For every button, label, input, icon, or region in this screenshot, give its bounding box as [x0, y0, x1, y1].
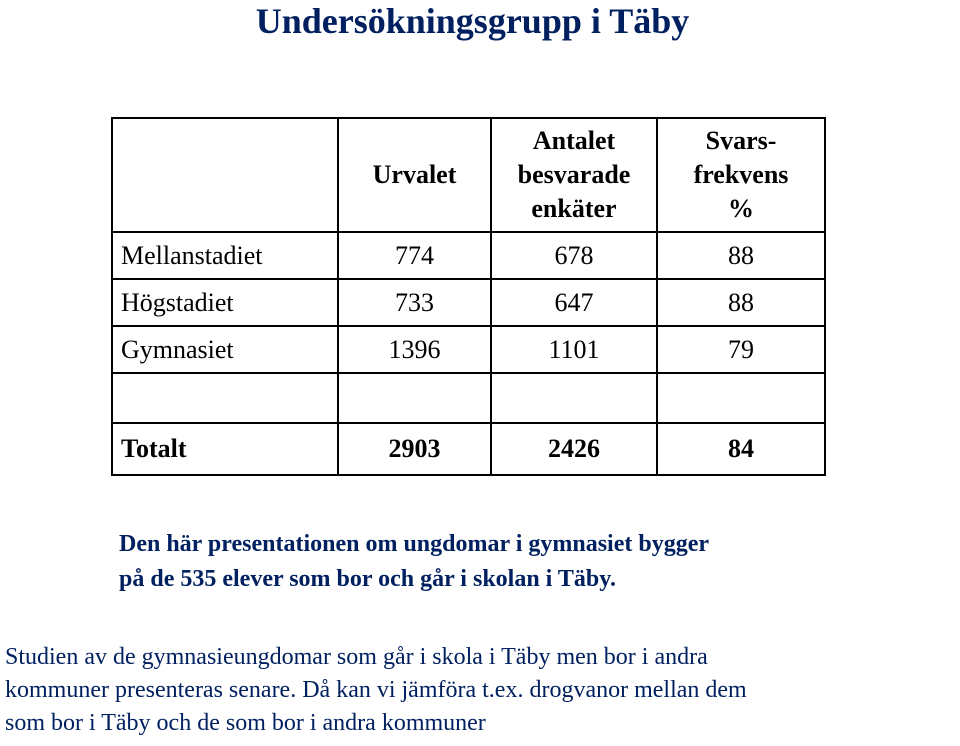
row-label: Högstadiet — [112, 279, 338, 326]
header-antalet — [491, 118, 657, 232]
header-line: Svars- — [705, 126, 777, 155]
header-empty-cell — [112, 118, 338, 232]
row-label: Mellanstadiet — [112, 232, 338, 279]
table-row — [112, 326, 825, 373]
cell-antalet: 678 — [491, 232, 657, 279]
cell-urvalet: 774 — [338, 232, 491, 279]
row-label: Gymnasiet — [112, 326, 338, 373]
blank-cell — [491, 373, 657, 423]
header-line: enkäter — [531, 194, 617, 223]
note-line: kommuner presenteras senare. Då kan vi jämföra t.ex. drogvanor mellan dem — [5, 677, 747, 703]
total-urvalet: 2903 — [338, 423, 491, 475]
total-label: Totalt — [112, 423, 338, 475]
header-line: Urvalet — [372, 160, 457, 189]
table-row — [112, 279, 825, 326]
cell-antalet: 647 — [491, 279, 657, 326]
note-line: på de 535 elever som bor och går i skolan i Täby. — [119, 566, 616, 592]
note-line: som bor i Täby och de som bor i andra kommuner — [5, 710, 486, 736]
total-row — [112, 423, 825, 475]
cell-antalet: 1101 — [491, 326, 657, 373]
cell-svarsfrekvens: 88 — [657, 279, 825, 326]
table-header-row — [112, 118, 825, 232]
blank-cell — [338, 373, 491, 423]
note-line: Studien av de gymnasieungdomar som går i skola i Täby men bor i andra — [5, 644, 708, 670]
header-urvalet — [338, 118, 491, 232]
header-line: frekvens — [693, 160, 789, 189]
total-svarsfrekvens: 84 — [657, 423, 825, 475]
total-antalet: 2426 — [491, 423, 657, 475]
header-line: besvarade — [517, 160, 631, 189]
page-title: Undersökningsgrupp i Täby — [255, 1, 690, 41]
table-row — [112, 232, 825, 279]
survey-table — [111, 117, 826, 476]
blank-cell — [657, 373, 825, 423]
note-line: Den här presentationen om ungdomar i gymnasiet bygger — [119, 531, 710, 557]
cell-urvalet: 1396 — [338, 326, 491, 373]
header-line: % — [728, 194, 754, 223]
blank-cell — [112, 373, 338, 423]
cell-svarsfrekvens: 79 — [657, 326, 825, 373]
cell-svarsfrekvens: 88 — [657, 232, 825, 279]
header-line: Antalet — [532, 126, 616, 155]
cell-urvalet: 733 — [338, 279, 491, 326]
presentation-note — [119, 527, 899, 597]
header-svarsfrekvens — [657, 118, 825, 232]
study-note — [5, 641, 955, 740]
blank-row — [112, 373, 825, 423]
